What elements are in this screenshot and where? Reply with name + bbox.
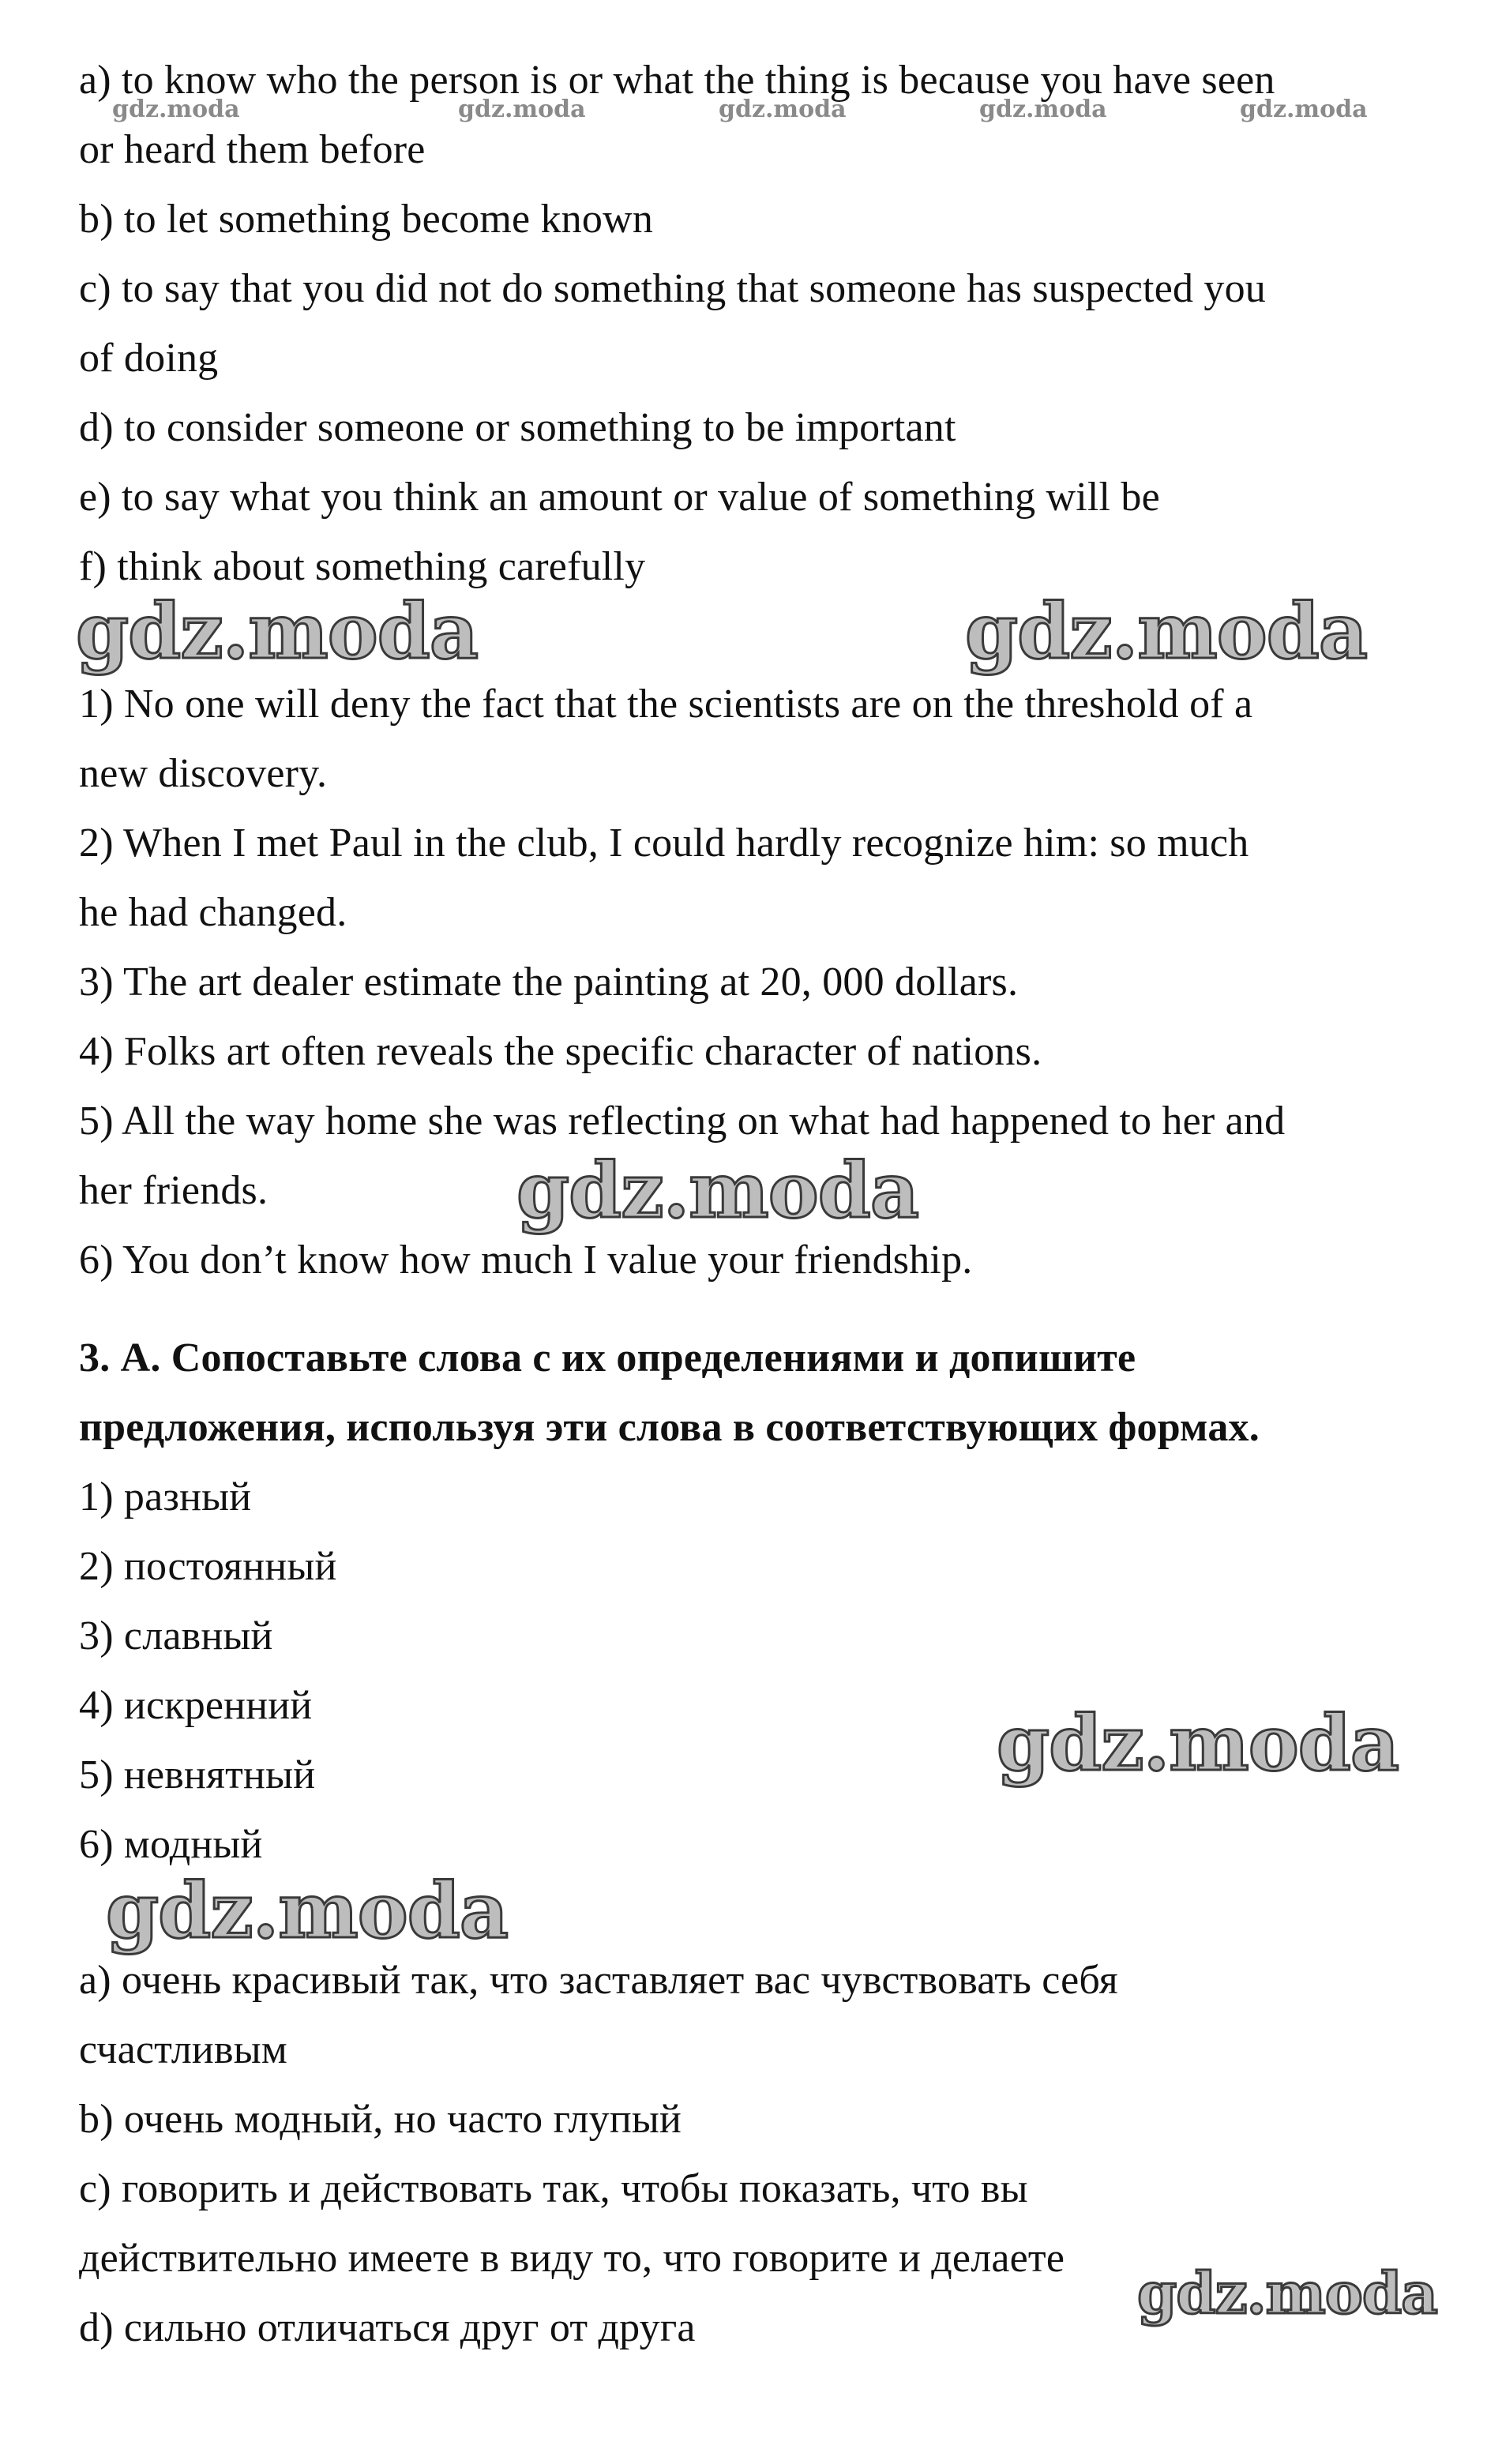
watermark-large-6: gdz.moda: [1137, 2259, 1437, 2327]
watermark-small-3: gdz.moda: [719, 96, 847, 123]
definition-ru-line: действительно имеете в виду то, что говорите и делаете: [79, 2236, 1065, 2281]
sentence-en-line: 1) No one will deny the fact that the scientists are on the threshold of a: [79, 682, 1253, 727]
definition-en-line: c) to say that you did not do something that someone has suspected you: [79, 266, 1266, 311]
watermark-small-5: gdz.moda: [1240, 96, 1368, 123]
task3-heading-line1: 3. А. Сопоставьте слова с их определениями и допишите: [79, 1335, 1136, 1380]
watermark-small-1: gdz.moda: [112, 96, 240, 123]
sentence-en-line: 6) You don’t know how much I value your friendship.: [79, 1238, 973, 1283]
sentence-en-line: 3) The art dealer estimate the painting at 20, 000 dollars.: [79, 960, 1019, 1005]
sentence-en-line: 4) Folks art often reveals the specific character of nations.: [79, 1029, 1042, 1074]
word-ru-item: 3) славный: [79, 1613, 273, 1658]
sentence-en-line: 2) When I met Paul in the club, I could hardly recognize him: so much: [79, 821, 1249, 866]
definition-ru-line: счастливым: [79, 2027, 287, 2072]
watermark-small-2: gdz.moda: [458, 96, 586, 123]
definition-en-line: d) to consider someone or something to be important: [79, 405, 956, 450]
task3-heading-line2: предложения, используя эти слова в соответствующих формах.: [79, 1405, 1260, 1450]
definition-en-line: a) to know who the person is or what the thing is because you have seen: [79, 58, 1275, 103]
definition-en-line: b) to let something become known: [79, 197, 654, 242]
sentence-en-line: he had changed.: [79, 890, 347, 935]
watermark-large-5: gdz.moda: [106, 1866, 509, 1955]
definition-en-line: or heard them before: [79, 127, 426, 172]
watermark-small-4: gdz.moda: [979, 96, 1107, 123]
word-ru-item: 4) искренний: [79, 1683, 313, 1728]
watermark-large-3: gdz.moda: [516, 1146, 919, 1235]
sentence-en-line: 5) All the way home she was reflecting on what had happened to her and: [79, 1099, 1286, 1144]
definition-en-line: f) think about something carefully: [79, 544, 646, 589]
word-ru-item: 2) постоянный: [79, 1544, 337, 1589]
watermark-large-4: gdz.moda: [997, 1699, 1399, 1788]
definition-ru-line: a) очень красивый так, что заставляет вас чувствовать себя: [79, 1958, 1118, 2003]
watermark-large-2: gdz.moda: [965, 587, 1368, 676]
definition-ru-line: c) говорить и действовать так, чтобы показать, что вы: [79, 2166, 1028, 2211]
definition-ru-line: b) очень модный, но часто глупый: [79, 2097, 682, 2142]
watermark-large-1: gdz.moda: [76, 587, 479, 676]
definition-en-line: e) to say what you think an amount or value of something will be: [79, 475, 1160, 520]
sentence-en-line: new discovery.: [79, 751, 328, 796]
word-ru-item: 1) разный: [79, 1474, 252, 1519]
definition-en-line: of doing: [79, 336, 219, 381]
word-ru-item: 5) невнятный: [79, 1752, 316, 1797]
definition-ru-line: d) сильно отличаться друг от друга: [79, 2305, 696, 2350]
sentence-en-line: her friends.: [79, 1168, 268, 1213]
word-ru-item: 6) модный: [79, 1822, 263, 1867]
